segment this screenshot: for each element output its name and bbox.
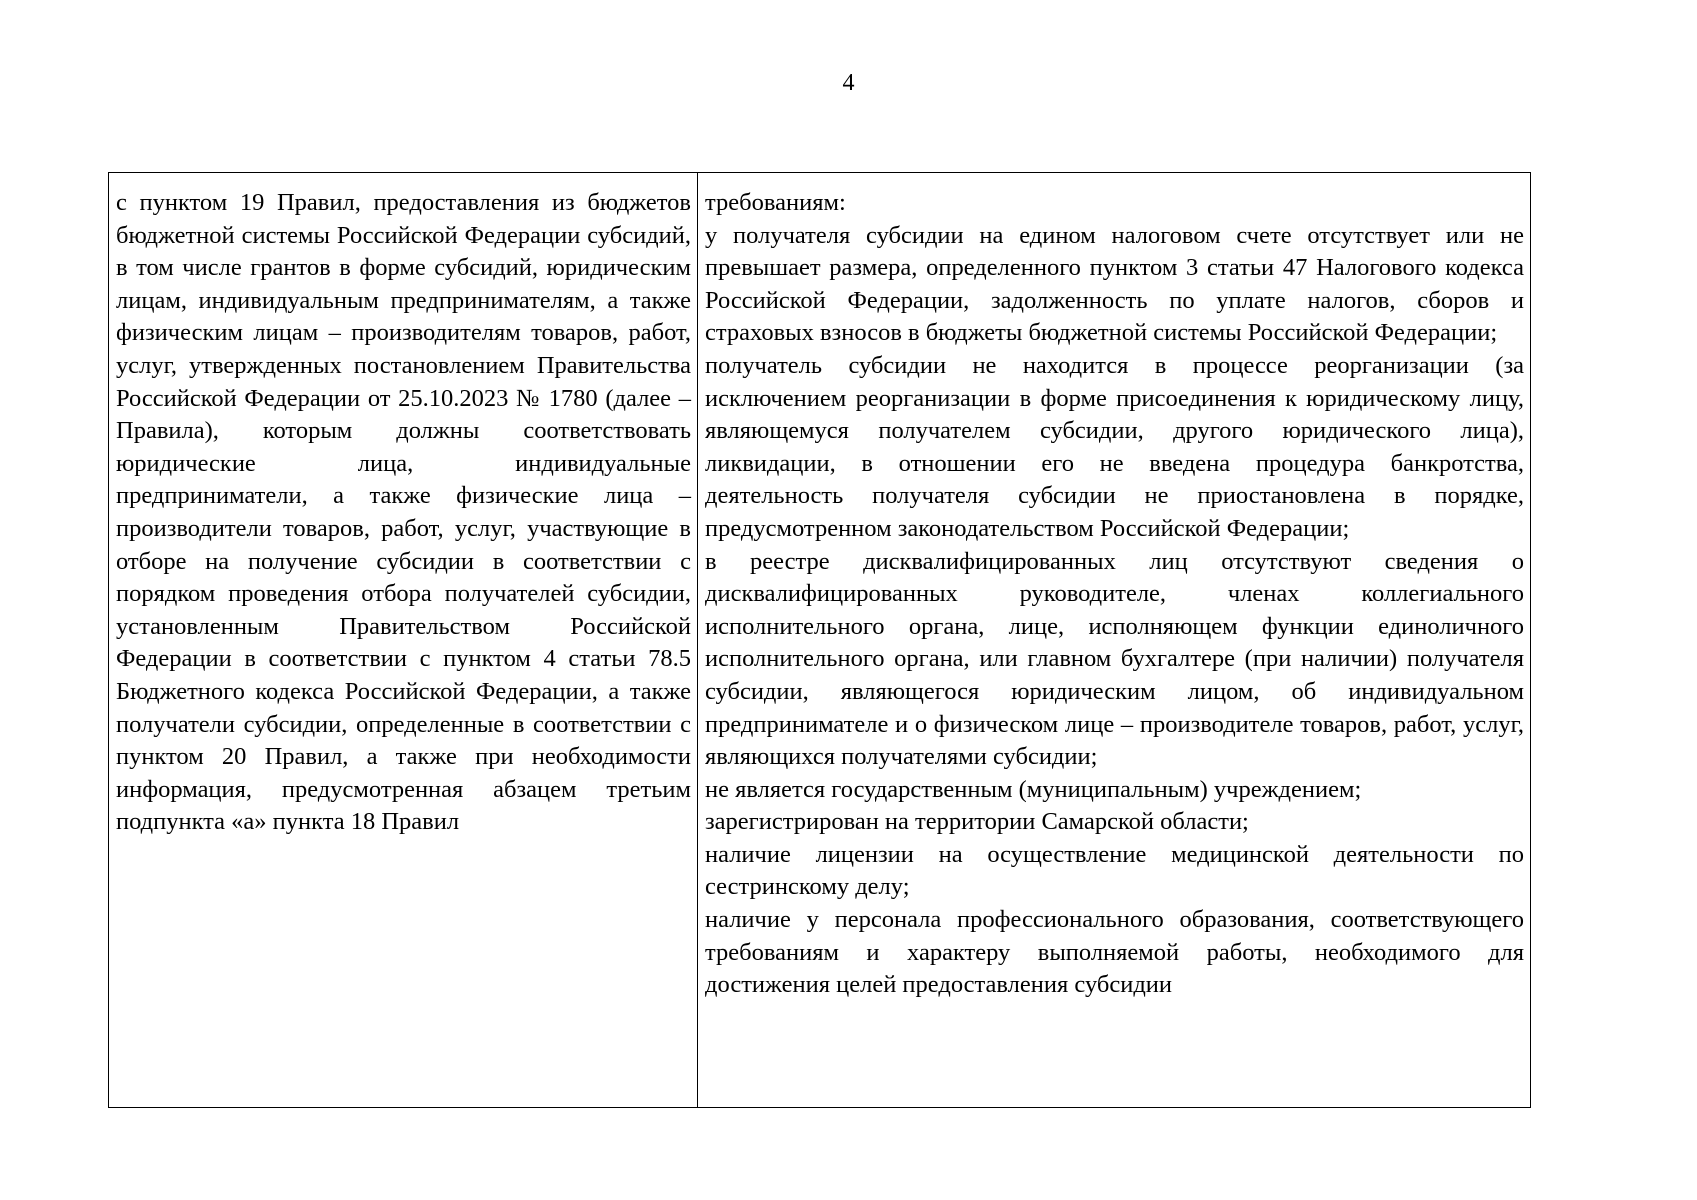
right-cell-paragraph-registered-samara: зарегистрирован на территории Самарской области;: [705, 808, 1249, 836]
right-cell-paragraph-tax-debt: у получателя субсидии на едином налоговом счете отсутствует или не превышает размера, определенного пунктом 3 статьи 47 Налогового кодекса Российской Федерации, задолженность по уплате налогов, сборов и страховых взносов в бюджеты бюджетной системы Российской Федерации;: [705, 221, 1524, 347]
right-cell-paragraph-disqualified-registry: в реестре дисквалифицированных лиц отсутствуют сведения о дисквалифицированных руководителе, членах коллегиального исполнительного органа, лице, исполняющем функции единоличного исполнительного органа, или главном бухгалтере (при наличии) получателя субсидии, являющегося юридическим лицом, об индивидуальном предпринимателе и о физическом лице – производителе товаров, работ, услуг, являющихся получателями субсидии;: [705, 547, 1524, 771]
table-cell-left: [109, 173, 698, 1107]
right-cell-paragraph-intro: требованиям:: [705, 189, 846, 216]
page-number: 4: [842, 70, 855, 96]
requirements-table: [108, 172, 1531, 1108]
right-cell-paragraph-license: наличие лицензии на осуществление медицинской деятельности по сестринскому делу;: [705, 840, 1524, 901]
table-cell-right: [698, 173, 1530, 1107]
left-cell-paragraph: с пунктом 19 Правил, предоставления из бюджетов бюджетной системы Российской Федерации субсидий, в том числе грантов в форме субсидий, юридическим лицам, индивидуальным предпринимателям, а также физическим лицам – производителям товаров, работ, услуг, утвержденных постановлением Правительства Российской Федерации от 25.10.2023 № 1780 (далее – Правила), которым должны соответствовать юридические лица, индивидуальные предприниматели, а также физические лица – производители товаров, работ, услуг, участвующие в отборе на получение субсидии в соответствии с порядком проведения отбора получателей субсидии, установленным Правительством Российской Федерации в соответствии с пунктом 4 статьи 78.5 Бюджетного кодекса Российской Федерации, а также получатели субсидии, определенные в соответствии с пунктом 20 Правил, а также при необходимости информация, предусмотренная абзацем третьим подпункта «а» пункта 18 Правил: [116, 189, 691, 836]
right-cell-paragraph-not-state-institution: не является государственным (муниципальным) учреждением;: [705, 775, 1362, 803]
right-cell-paragraph-staff-education: наличие у персонала профессионального образования, соответствующего требованиям и характеру выполняемой работы, необходимого для достижения целей предоставления субсидии: [705, 906, 1524, 999]
right-cell-paragraph-reorganization: получатель субсидии не находится в процессе реорганизации (за исключением реорганизации в форме присоединения к юридическому лицу, являющемуся получателем субсидии, другого юридического лица), ликвидации, в отношении его не введена процедура банкротства, деятельность получателя субсидии не приостановлена в порядке, предусмотренном законодательством Российской Федерации;: [705, 351, 1524, 542]
